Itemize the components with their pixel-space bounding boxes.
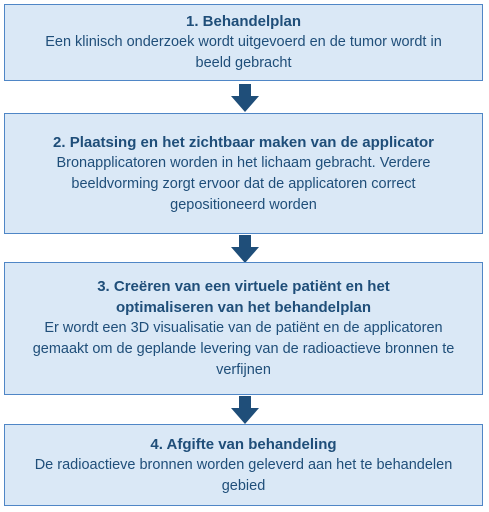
step-3-title: 3. Creëren van een virtuele patiënt en het optimaliseren van het behandelplan <box>97 278 390 316</box>
step-1-description: Een klinisch onderzoek wordt uitgevoerd en de tumor wordt in beeld gebracht <box>45 34 442 71</box>
arrow-down-icon <box>231 235 259 263</box>
arrow-down-icon <box>231 84 259 112</box>
step-1-title: 1. Behandelplan <box>185 13 302 30</box>
step-2-title: 2. Plaatsing en het zichtbaar maken van de applicator <box>53 133 434 151</box>
step-4-box <box>4 424 483 506</box>
arrow-down-icon <box>231 396 259 424</box>
step-3-description: Er wordt een 3D visualisatie van de patiënt en de applicatoren gemaakt om de geplande levering van de radioactieve bronnen te verfijnen <box>32 320 455 378</box>
step-2-box <box>4 113 483 234</box>
step-3-box <box>4 262 483 395</box>
step-2-description: Bronapplicatoren worden in het lichaam gebracht. Verdere beeldvorming zorgt ervoor dat de applicatoren correct gepositioneerd worden <box>56 154 431 213</box>
step-1-box <box>4 4 483 81</box>
step-4-title: 4. Afgifte van behandeling <box>150 435 337 453</box>
step-4-description: De radioactieve bronnen worden geleverd aan het te behandelen gebied <box>34 456 453 494</box>
